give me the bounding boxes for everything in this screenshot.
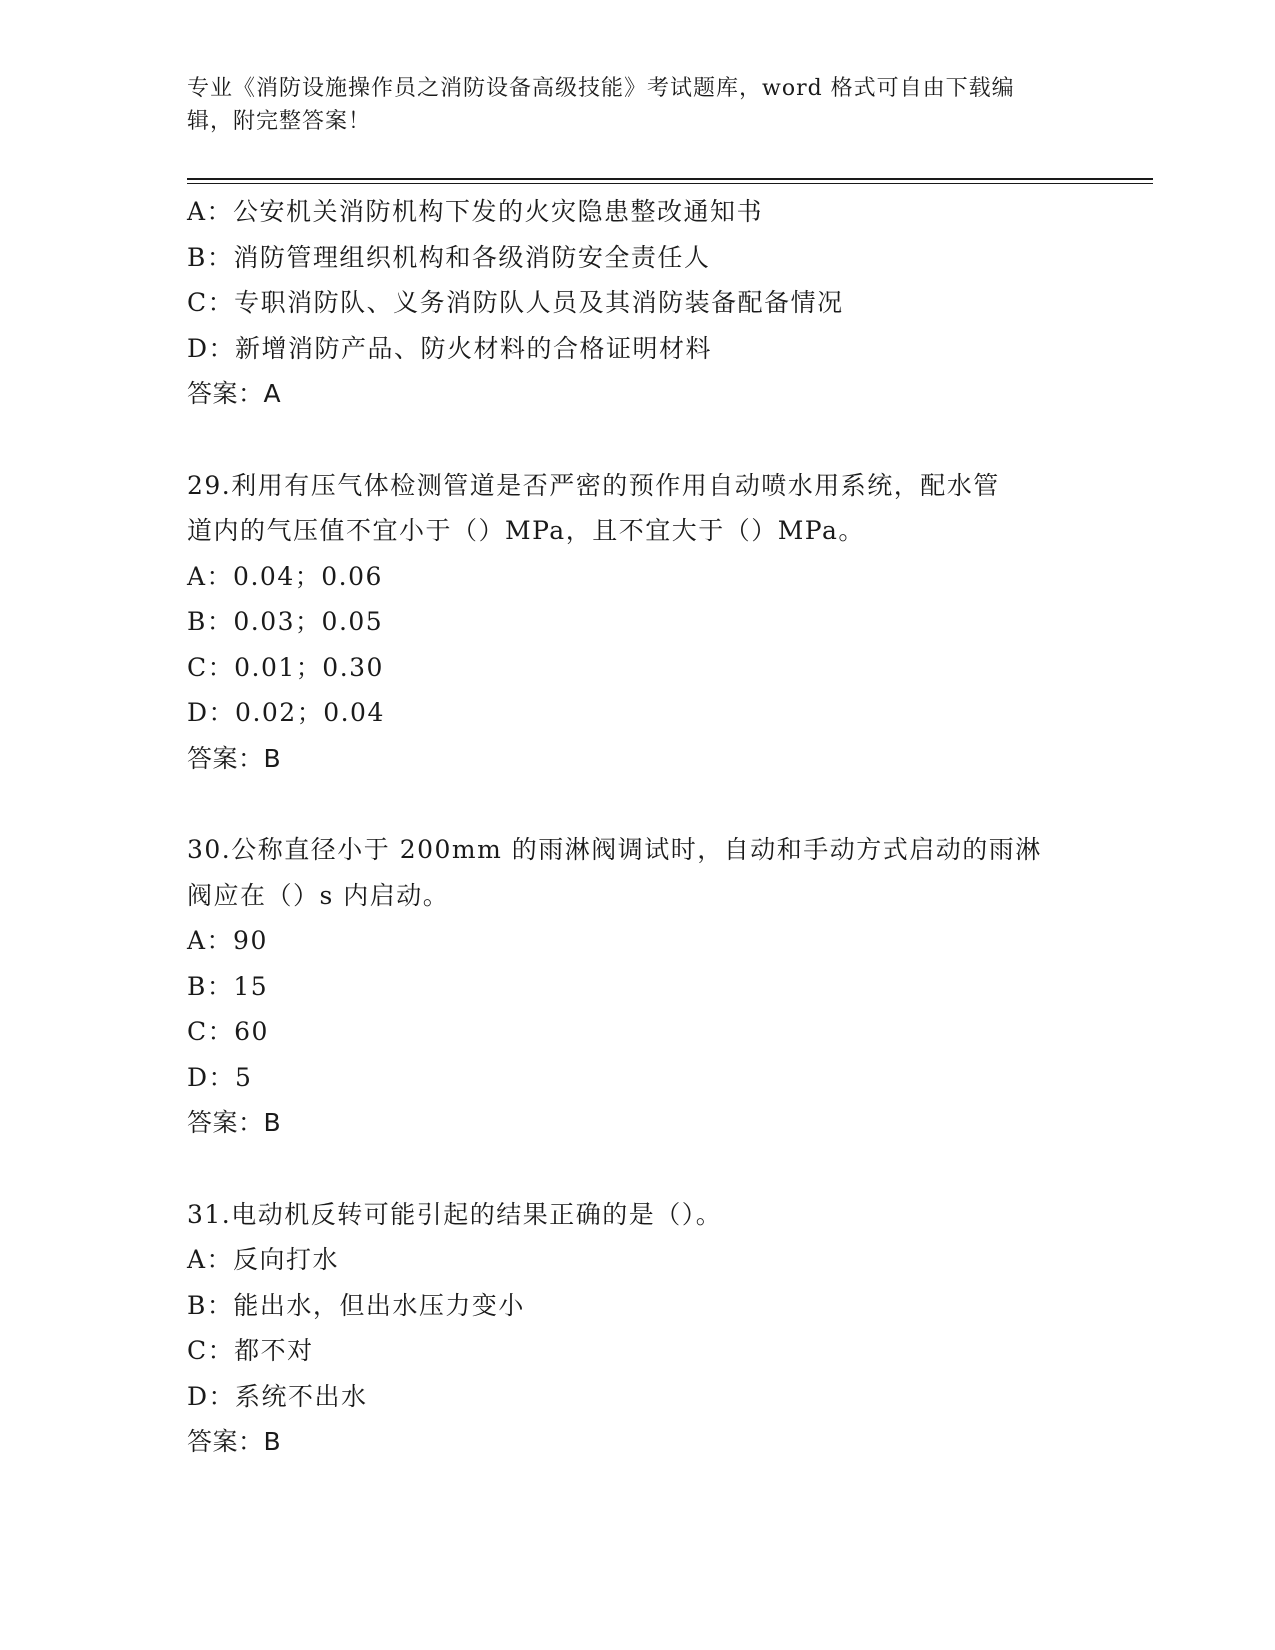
- option-c: C：0.01；0.30: [187, 652, 384, 682]
- option-c: C：专职消防队、义务消防队人员及其消防装备配备情况: [187, 288, 844, 317]
- option-c: C：都不对: [187, 1336, 314, 1365]
- spacer: [187, 781, 1087, 827]
- question-30: [187, 827, 1087, 1146]
- header-divider-thin: [187, 183, 1153, 184]
- question-31: [187, 1192, 1087, 1465]
- header-divider-thick: [187, 178, 1153, 180]
- option-d: D：5: [187, 1062, 253, 1092]
- answer-line: 答案：B: [187, 743, 282, 773]
- option-a: A：反向打水: [187, 1245, 340, 1274]
- question-text-line-1: 29.利用有压气体检测管道是否严密的预作用自动喷水用系统，配水管: [187, 470, 1000, 500]
- answer-line: 答案：B: [187, 1108, 282, 1137]
- header-line-1: 专业《消防设施操作员之消防设备高级技能》考试题库，word 格式可自由下载编: [187, 76, 1015, 101]
- question-28-partial: [187, 189, 1087, 417]
- option-a: A：公安机关消防机构下发的火灾隐患整改通知书: [187, 197, 764, 226]
- option-d: D：系统不出水: [187, 1381, 368, 1411]
- question-29: [187, 463, 1087, 782]
- question-list: [187, 189, 1087, 1465]
- option-b: B：能出水，但出水压力变小: [187, 1290, 525, 1320]
- option-d: D：0.02；0.04: [187, 698, 385, 727]
- answer-line: 答案：B: [187, 1427, 282, 1456]
- header-line-2: 辑，附完整答案！: [187, 109, 372, 134]
- document-header: [187, 72, 1067, 138]
- option-b: B：15: [187, 971, 269, 1001]
- option-a: A：0.04；0.06: [187, 561, 383, 591]
- answer-line: 答案：A: [187, 379, 282, 408]
- option-b: B：消防管理组织机构和各级消防安全责任人: [187, 242, 711, 272]
- spacer: [187, 1146, 1087, 1192]
- question-text-line-1: 31.电动机反转可能引起的结果正确的是（）。: [187, 1199, 723, 1229]
- question-text-line-1: 30.公称直径小于 200mm 的雨淋阀调试时，自动和手动方式启动的雨淋: [187, 835, 1042, 864]
- option-a: A：90: [187, 926, 268, 955]
- question-text-line-2: 阀应在（）s 内启动。: [187, 880, 450, 910]
- option-d: D：新增消防产品、防火材料的合格证明材料: [187, 333, 713, 363]
- option-b: B：0.03；0.05: [187, 607, 384, 636]
- option-c: C：60: [187, 1017, 269, 1046]
- question-text-line-2: 道内的气压值不宜小于（）MPa，且不宜大于（）MPa。: [187, 516, 865, 545]
- spacer: [187, 417, 1087, 463]
